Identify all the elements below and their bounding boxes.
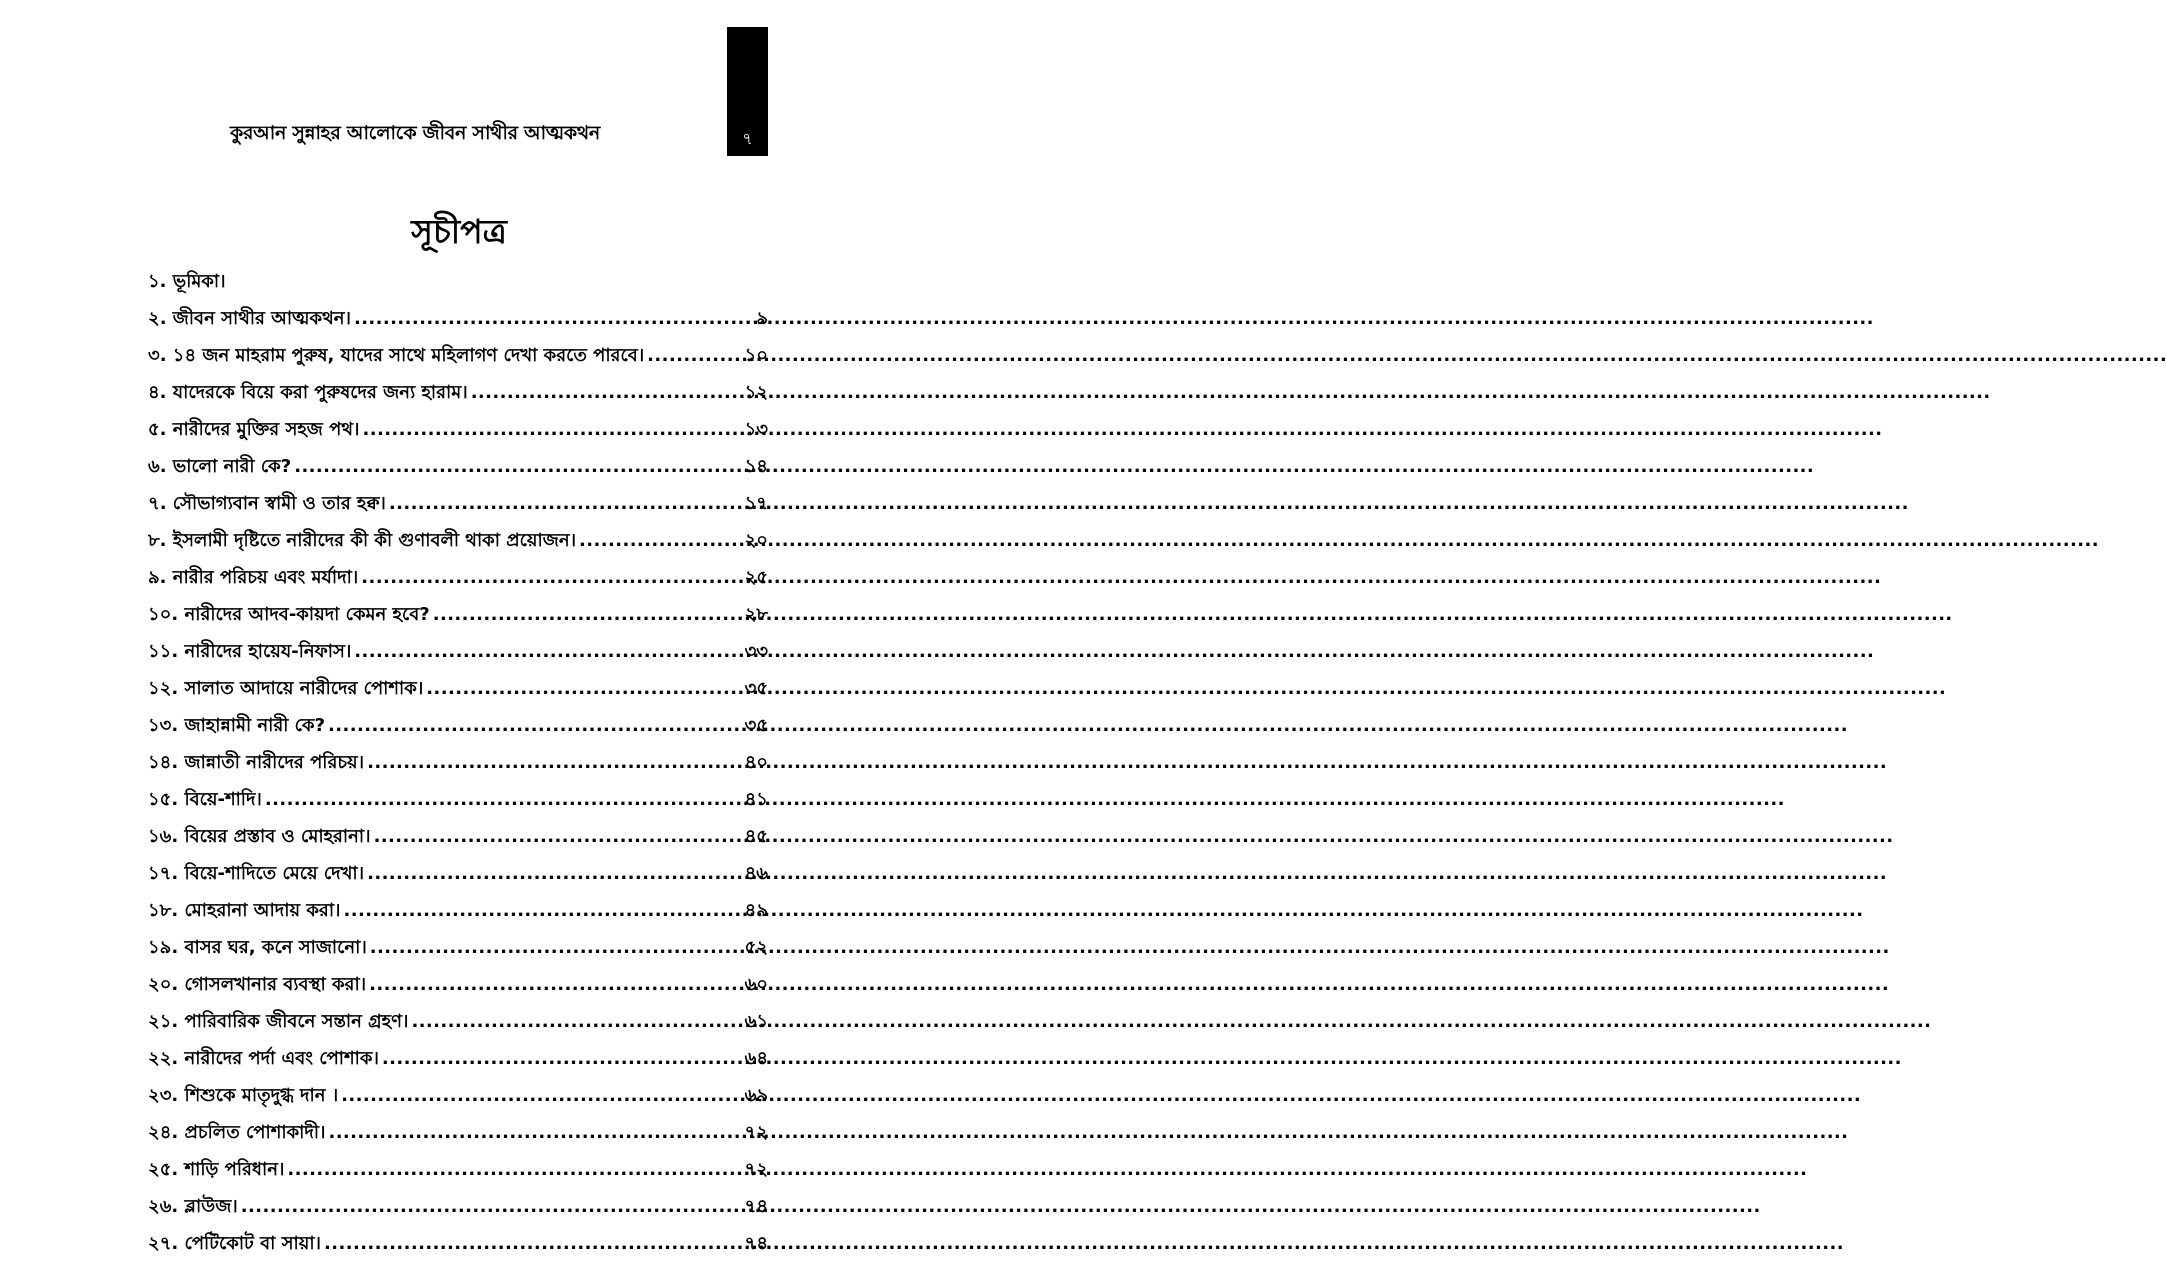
toc-entry-page: ২০ xyxy=(744,530,768,551)
toc-entry-page: ৭৪ xyxy=(744,1196,768,1217)
toc-entry xyxy=(148,263,768,300)
toc-entry-title: ২৪. প্রচলিত পোশাকাদী। xyxy=(148,1122,326,1143)
toc-entry-title: ১২. সালাত আদায়ে নারীদের পোশাক। xyxy=(148,678,424,699)
toc-entry xyxy=(148,1151,768,1188)
dot-leader xyxy=(354,300,753,337)
toc-entry-title: ২২. নারীদের পর্দা এবং পোশাক। xyxy=(148,1048,379,1069)
toc-entry xyxy=(148,1188,768,1225)
toc-entry-page: ৪৯ xyxy=(744,900,768,921)
toc-entry-title: ৮. ইসলামী দৃষ্টিতে নারীদের কী কী গুণাবলী থাকা প্রয়োজন। xyxy=(148,530,577,551)
toc-entry-page: ৩৩ xyxy=(744,641,768,662)
toc-entry xyxy=(148,1225,768,1262)
toc-entry-title: ১৭. বিয়ে-শাদিতে মেয়ে দেখা। xyxy=(148,863,365,884)
running-title: কুরআন সুন্নাহর আলোকে জীবন সাথীর আত্মকথন xyxy=(230,122,600,144)
toc-entry-page: ৯ xyxy=(756,308,768,329)
dot-leader xyxy=(579,522,742,559)
toc-heading: সূচীপত্র xyxy=(411,212,507,251)
toc-entry-page: ৪১ xyxy=(744,789,768,810)
dot-leader xyxy=(389,485,742,522)
dot-leader xyxy=(341,1077,741,1114)
toc-entry-title: ২৬. ব্লাউজ। xyxy=(148,1196,238,1217)
toc-entry-page: ২৫ xyxy=(744,567,768,588)
toc-entry xyxy=(148,448,768,485)
toc-entry xyxy=(148,485,768,522)
toc-entry-title: ১৪. জান্নাতী নারীদের পরিচয়। xyxy=(148,752,365,773)
toc-entry-page: ১৭ xyxy=(744,493,768,514)
toc-entry-title: ৯. নারীর পরিচয় এবং মর্যাদা। xyxy=(148,567,359,588)
toc-entry-page: ৭২ xyxy=(744,1122,768,1143)
toc-entry-title: ৭. সৌভাগ্যবান স্বামী ও তার হক্ব। xyxy=(148,493,386,514)
dot-leader xyxy=(411,1003,741,1040)
dot-leader xyxy=(241,1188,742,1225)
toc-entry-title: ৫. নারীদের মুক্তির সহজ পথ। xyxy=(148,419,360,440)
toc-entry-page: ৩৫ xyxy=(744,715,768,736)
toc-entry-title: ১৫. বিয়ে-শাদি। xyxy=(148,789,262,810)
dot-leader xyxy=(374,818,742,855)
toc-entry-title: ১১. নারীদের হায়েয-নিফাস। xyxy=(148,641,352,662)
toc-entry-title: ১৬. বিয়ের প্রস্তাব ও মোহরানা। xyxy=(148,826,371,847)
toc-entry-title: ২১. পারিবারিক জীবনে সন্তান গ্রহণ। xyxy=(148,1011,409,1032)
dot-leader xyxy=(471,374,742,411)
toc-entry-title: ১৯. বাসর ঘর, কনে সাজানো। xyxy=(148,937,367,958)
page-number-tab xyxy=(727,27,768,156)
toc-entry-title: ৩. ১৪ জন মাহরাম পুরুষ, যাদের সাথে মহিলাগণ দেখা করতে পারবে। xyxy=(148,345,645,366)
dot-leader xyxy=(287,1151,741,1188)
toc-entry xyxy=(148,966,768,1003)
dot-leader xyxy=(367,855,742,892)
toc-entry-title: ১. ভূমিকা। xyxy=(148,271,226,292)
toc-entry-page: ১০ xyxy=(744,345,768,366)
dot-leader xyxy=(370,929,742,966)
toc-entry xyxy=(148,781,768,818)
toc-entry-title: ২৫. শাড়ি পরিধান। xyxy=(148,1159,285,1180)
dot-leader xyxy=(433,596,742,633)
toc-entry-page: ৩৫ xyxy=(744,678,768,699)
toc-entry-page: ৭২ xyxy=(744,1159,768,1180)
toc-entry xyxy=(148,337,768,374)
toc-entry-page: ৬৪ xyxy=(744,1048,768,1069)
dot-leader xyxy=(382,1040,742,1077)
toc-entry-title: ২. জীবন সাথীর আত্মকথন। xyxy=(148,308,351,329)
toc-entry-page: ৬৯ xyxy=(744,1085,768,1106)
dot-leader xyxy=(369,966,741,1003)
toc-entry-page: ৬০ xyxy=(744,974,768,995)
dot-leader xyxy=(343,892,741,929)
toc-entry-page: ৪৫ xyxy=(744,826,768,847)
toc-entry xyxy=(148,1114,768,1151)
toc-entry-page: ৪০ xyxy=(744,752,768,773)
dot-leader xyxy=(647,337,741,374)
toc-entry xyxy=(148,892,768,929)
toc-entry-title: ২০. গোসলখানার ব্যবস্থা করা। xyxy=(148,974,367,995)
toc-entry-page: ৪৬ xyxy=(744,863,768,884)
toc-entry xyxy=(148,300,768,337)
dot-leader xyxy=(294,448,741,485)
toc-entry-page: ১২ xyxy=(744,382,768,403)
toc-entry-title: ১৮. মোহরানা আদায় করা। xyxy=(148,900,341,921)
toc-entry-page: ১৩ xyxy=(744,419,768,440)
toc-entry xyxy=(148,633,768,670)
dot-leader xyxy=(362,411,741,448)
toc-entry-title: ১৩. জাহান্নামী নারী কে? xyxy=(148,715,326,736)
toc-list xyxy=(148,263,768,1262)
toc-entry-title: ৬. ভালো নারী কে? xyxy=(148,456,292,477)
page-number: ৭ xyxy=(742,129,753,148)
toc-entry xyxy=(148,855,768,892)
toc-entry xyxy=(148,522,768,559)
toc-entry-page: ৫২ xyxy=(744,937,768,958)
toc-entry xyxy=(148,1003,768,1040)
toc-entry-title: ১০. নারীদের আদব-কায়দা কেমন হবে? xyxy=(148,604,430,625)
toc-entry-page: ৬১ xyxy=(744,1011,768,1032)
toc-entry-page: ২৮ xyxy=(744,604,768,625)
toc-entry-title: ২৩. শিশুকে মাতৃদুগ্ধ দান । xyxy=(148,1085,339,1106)
toc-entry xyxy=(148,1040,768,1077)
dot-leader xyxy=(426,670,741,707)
toc-entry xyxy=(148,596,768,633)
dot-leader xyxy=(367,744,742,781)
dot-leader xyxy=(328,1114,741,1151)
toc-entry xyxy=(148,374,768,411)
toc-entry xyxy=(148,929,768,966)
toc-entry xyxy=(148,707,768,744)
toc-entry xyxy=(148,559,768,596)
toc-entry xyxy=(148,818,768,855)
toc-entry xyxy=(148,744,768,781)
dot-leader xyxy=(324,1225,742,1262)
toc-entry xyxy=(148,670,768,707)
toc-entry-title: ২৭. পেটিকোট বা সায়া। xyxy=(148,1233,321,1254)
page-header xyxy=(0,0,869,160)
toc-entry-page: ১৪ xyxy=(744,456,768,477)
dot-leader xyxy=(265,781,742,818)
toc-entry xyxy=(148,1077,768,1114)
toc-entry-title: ৪. যাদেরকে বিয়ে করা পুরুষদের জন্য হারাম। xyxy=(148,382,468,403)
dot-leader xyxy=(354,633,741,670)
toc-entry-page: ৭৪ xyxy=(744,1233,768,1254)
dot-leader xyxy=(328,707,742,744)
toc-entry xyxy=(148,411,768,448)
dot-leader xyxy=(361,559,741,596)
